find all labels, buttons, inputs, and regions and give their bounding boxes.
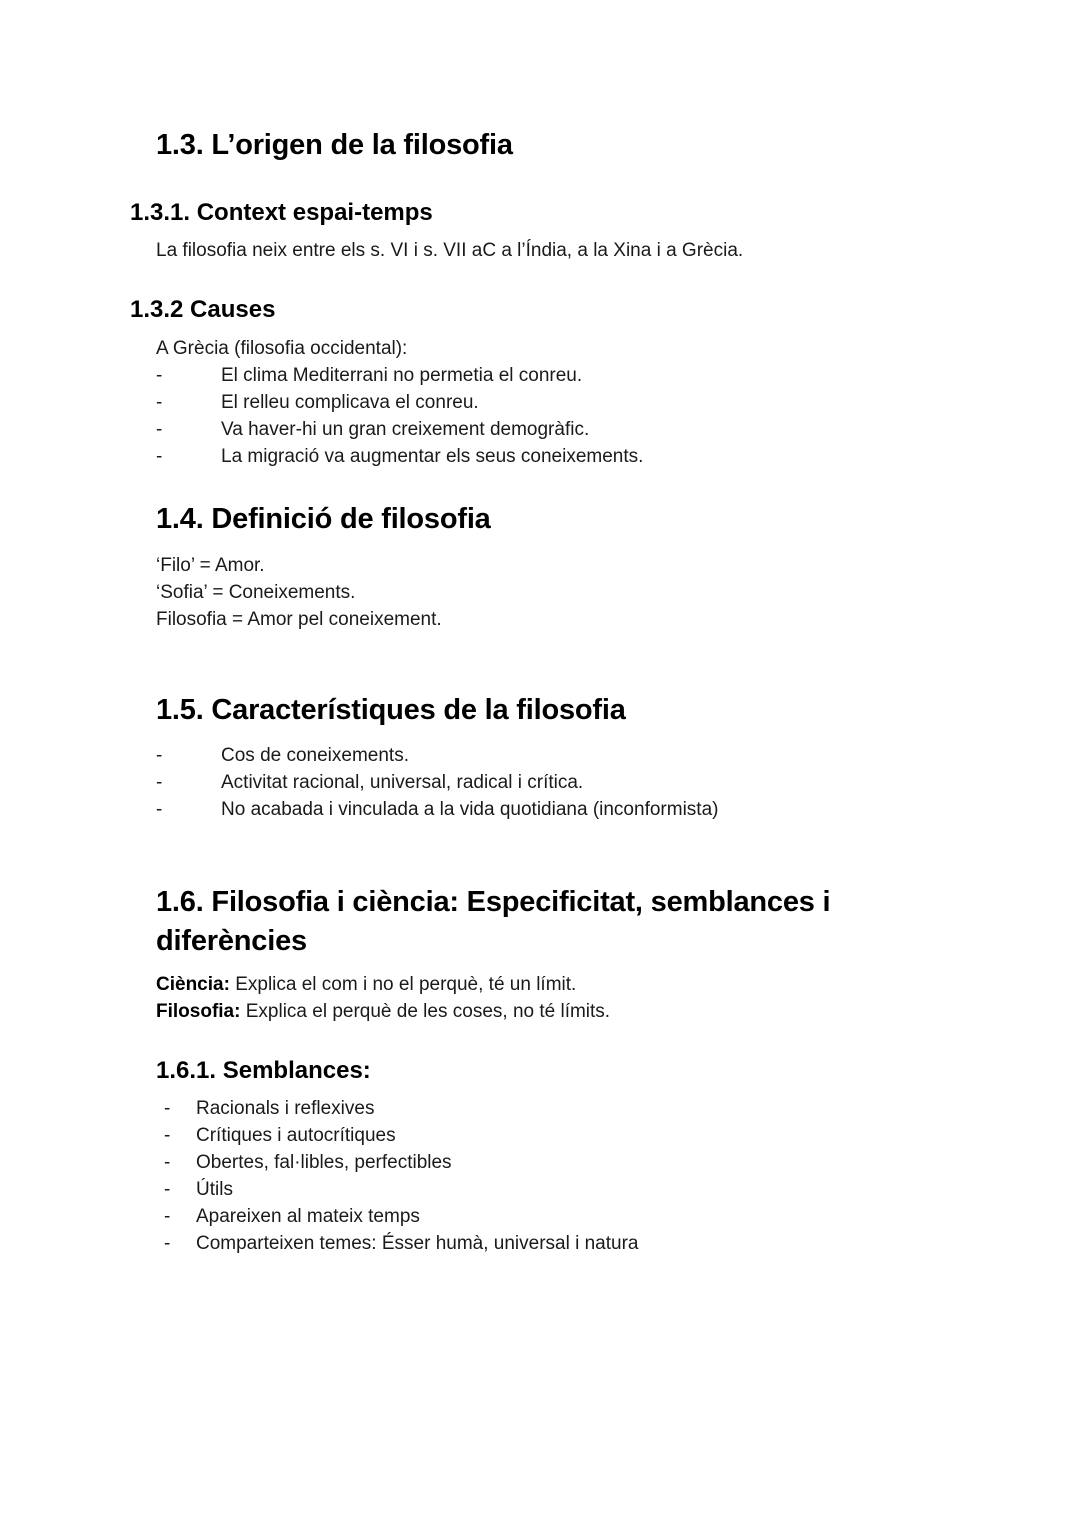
list-item: Obertes, fal·libles, perfectibles (196, 1152, 452, 1173)
list-item: Crítiques i autocrítiques (196, 1125, 396, 1146)
heading-1-4: 1.4. Definició de filosofia (156, 503, 491, 535)
list-item: Útils (196, 1179, 233, 1200)
heading-1-3-2: 1.3.2 Causes (130, 296, 276, 323)
ciencia-line (156, 974, 576, 996)
heading-1-5: 1.5. Característiques de la filosofia (156, 694, 626, 726)
filosofia-label: Filosofia: (156, 1001, 241, 1022)
list-marker: - (164, 1125, 171, 1146)
list-item: No acabada i vinculada a la vida quotidiana (inconformista) (221, 799, 719, 820)
list-marker: - (156, 772, 163, 793)
list-item: El clima Mediterrani no permetia el conreu. (221, 365, 583, 386)
ciencia-text: Explica el com i no el perquè, té un límit. (229, 974, 577, 995)
heading-1-6: 1.6. Filosofia i ciència: Especificitat, semblances i diferències (156, 886, 831, 957)
list-marker: - (156, 419, 163, 440)
heading-1-3-1: 1.3.1. Context espai-temps (130, 199, 433, 226)
list-marker: - (164, 1152, 171, 1173)
definition-line: ‘Filo’ = Amor. (156, 555, 265, 576)
list-item: Comparteixen temes: Ésser humà, universal i natura (196, 1233, 639, 1254)
heading-1-6-1: 1.6.1. Semblances: (156, 1057, 371, 1084)
list-item: Activitat racional, universal, radical i crítica. (221, 772, 584, 793)
list-item: Va haver-hi un gran creixement demogràfic. (221, 419, 590, 440)
list-item: Racionals i reflexives (196, 1098, 375, 1119)
heading-1-3: 1.3. L’origen de la filosofia (156, 129, 513, 161)
list-marker: - (164, 1098, 171, 1119)
list-marker: - (164, 1233, 171, 1254)
list-marker: - (156, 365, 163, 386)
list-marker: - (156, 446, 163, 467)
definition-line: Filosofia = Amor pel coneixement. (156, 609, 442, 630)
paragraph-context: La filosofia neix entre els s. VI i s. VII aC a l’Índia, a la Xina i a Grècia. (156, 240, 744, 261)
definition-line: ‘Sofia’ = Coneixements. (156, 582, 356, 603)
list-item: Cos de coneixements. (221, 745, 409, 766)
list-marker: - (156, 799, 163, 820)
filosofia-line (156, 1001, 610, 1023)
list-marker: - (156, 745, 163, 766)
causes-intro: A Grècia (filosofia occidental): (156, 338, 408, 359)
ciencia-label: Ciència: (156, 974, 230, 995)
list-marker: - (156, 392, 163, 413)
list-item: La migració va augmentar els seus coneixements. (221, 446, 644, 467)
list-item: Apareixen al mateix temps (196, 1206, 420, 1227)
list-marker: - (164, 1206, 171, 1227)
filosofia-text: Explica el perquè de les coses, no té límits. (240, 1001, 611, 1022)
list-item: El relleu complicava el conreu. (221, 392, 479, 413)
list-marker: - (164, 1179, 171, 1200)
